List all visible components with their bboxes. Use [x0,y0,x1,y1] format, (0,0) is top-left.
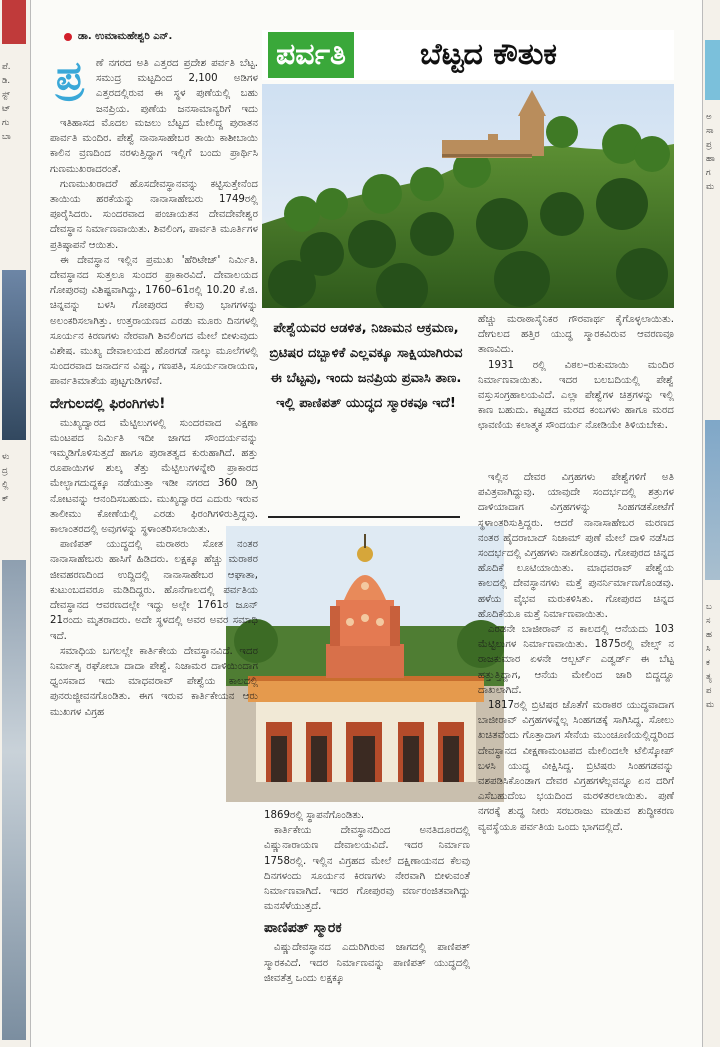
byline: ಡಾ. ಉಮಾಮಹೇಶ್ವರಿ ಎನ್. [78,31,173,42]
right-strip-fragment: ಬ [706,602,712,612]
byline-bullet [64,33,72,41]
pull-quote: ಪೇಶ್ವೆಯವರ ಆಡಳಿತ, ನಿಜಾಮನ ಆಕ್ರಮಣ, ಬ್ರಿಟಿಷರ ದಬ್ಬಾಳಿಕೆ ಎಲ್ಲವಕ್ಕೂ ಸಾಕ್ಷಿಯಾಗಿರುವ ಈ ಬೆಟ್ಟವು, ಇಂದು ಜನಪ್ರಿಯ ಪ್ರವಾಸಿ ತಾಣ. ಇಲ್ಲಿ ಪಾಣಿಪತ್ ಯುದ್ಧದ ಸ್ಮಾರಕವೂ ಇದೆ! [269,321,463,411]
vishnu-temple-photo [226,526,504,802]
paragraph: ಈ ದೇವಸ್ಥಾನ ಇಲ್ಲಿನ ಪ್ರಮುಖ 'ಹೆರಿಟೇಜ್' ನಿರ್ಮಿತಿ. ದೇವಸ್ಥಾನದ ಸುತ್ತಲೂ ಸುಂದರ ಪ್ರಾಕಾರವಿದೆ. ದೇವಾಲಯದ ಗೋಪುರವು ವಿಶಿಷ್ಟವಾಗಿದ್ದು, 1760–61ರಲ್ಲಿ 10.20 ಕೆ.ಜಿ. ಚಿನ್ನವನ್ನು ಬಳಸಿ ಗೋಪುರದ ಕೆಲವು ಭಾಗಗಳನ್ನು ಅಲಂಕರಿಸಲಾಗಿತ್ತು. ಉತ್ತರಾಯಣದ ಎರಡು ಮೂರು ದಿನಗಳಲ್ಲಿ ಸೂರ್ಯನ ಕಿರಣಗಳು ನೇರವಾಗಿ ಶಿವಲಿಂಗದ ಮೇಲೆ ಬೀಳುವುದು ವಿಶೇಷ. ಮುಖ್ಯ ದೇವಾಲಯದ ಹೊರಗಡೆ ನಾಲ್ಕು ಮೂಲೆಗಳಲ್ಲಿ ಸುಂದರವಾದ ಜನಾರ್ದನ ವಿಷ್ಣು, ಗಣಪತಿ, ಸೂರ್ಯನಾರಾಯಣ, ಪಾರ್ವತಿಮಾತೆಯ ಪುಟ್ಟಗುಡಿಗಳಿವೆ. [50,254,258,388]
left-strip-fragment: ಸ್ಟ್ [2,90,10,100]
paragraph: ಣೆ ನಗರದ ಅತಿ ಎತ್ತರದ ಪ್ರದೇಶ ಪರ್ವತಿ ಬೆಟ್ಟ. ಸಮುದ್ರ ಮಟ್ಟದಿಂದ 2,100 ಅಡಿಗಳ ಎತ್ತರದಲ್ಲಿರುವ ಈ ಸ್ಥಳ ಪುಣೆಯಲ್ಲಿ ಬಹು ಜನಪ್ರಿಯ. ಪುಣೆಯ ಜನಸಾಮಾನ್ಯರಿಗೆ ಇದು [96,58,258,115]
paragraph: ಎರಡನೇ ಬಾಜೀರಾವ್ ನ ಕಾಲದಲ್ಲಿ ಆನೆಯದು 103 ಮೆಟ್ಟಿಲುಗಳ ನಿರ್ಮಾಣವಾಯಿತು. 1875ರಲ್ಲಿ ವೇಲ್ಸ್ ನ ರಾಜಕುಮಾರ ಏಳನೇ ಆಲ್ಬರ್ಟ್ ಎಡ್ವರ್ಡ್ ಈ ಬೆಟ್ಟ ಹತ್ತುತ್ತಿದ್ದಾಗ, ಆನೆಯ ಮೇಲಿಂದ ಜಾರಿ ಬಿದ್ದದ್ದೂ ದಾಖಲಾಗಿದೆ. [478,624,674,696]
right-strip-fragment: ಹ [706,630,712,640]
paragraph: ಇತಿಹಾಸದ ಮೊದಲ ಮಜಲು ಬೆಟ್ಟದ ಮೇಲಿದ್ದ ಪುರಾತನ ಪಾರ್ವತಿ ಮಂದಿರ. ಪೇಶ್ವೆ ನಾನಾಸಾಹೇಬರ ತಾಯಿ ಕಾಶೀಬಾಯಿ ಕಾಲಿನ ವ್ರಣದಿಂದ ನರಳುತ್ತಿದ್ದಾಗ ಇಲ್ಲಿಗೆ ಬಂದು ಪ್ರಾರ್ಥಿಸಿ ಗುಣಮುಖರಾದರಂತೆ. [50,118,258,175]
paragraph: 1817ರಲ್ಲಿ ಬ್ರಿಟಿಷರ ಜೊತೆಗೆ ಮರಾಠರ ಯುದ್ಧವಾದಾಗ ಬಾಜೀರಾವ್ ವಿಗ್ರಹಗಳನ್ನೆಲ್ಲ ಸಿಂಹಗಡಕ್ಕೆ ಸಾಗಿಸಿದ್ದ. ಸೋಲು ಖಚಿತವೆಂದು ಗೊತ್ತಾದಾಗ ಸೇನೆಯ ಮುಂಚೂಣಿಯಲ್ಲಿದ್ದರಿಂದ ದೇವಸ್ಥಾನದ ವೀಕ್ಷಣಾಮಂಟಪದ ಮೇಲಿಂದಲೇ ಟೆಲಿಸ್ಕೋಪ್ ಬಳಸಿ ಯುದ್ಧ ವೀಕ್ಷಿಸಿದ್ದ. ಬ್ರಿಟಿಷರು ಸಿಂಹಗಡವನ್ನು ವಶಪಡಿಸಿಕೊಂಡಾಗ ದೇವರ ವಿಗ್ರಹಗಳೆಲ್ಲವನ್ನೂ ಏನ ದರಿಗೆ ಎಸೆಬಹುದೆಂಬ ಭಯದಿಂದ ಮರಳಿತರಲಾಯಿತು. ಪುಣೆ ನಗರಕ್ಕೆ ಶುದ್ಧ ನೀರು ಸರಬರಾಜು ಮಾಡುವ ಶುದ್ಧೀಕರಣ ವ್ಯವಸ್ಥೆಯೂ ಪರ್ವತಿಯ ಒಂದು ಭಾಗದಲ್ಲಿದೆ. [478,700,674,833]
right-strip-fragment: ಕ [706,658,710,668]
right-strip-fragment: ಸಿ [706,644,711,654]
left-strip-text-2 [2,450,26,506]
paragraph: ಸಮಾಧಿಯ ಬಗಲಲ್ಲೇ ಕಾರ್ತಿಕೇಯ ದೇವಸ್ಥಾನವಿದೆ. ಇದರ ನಿರ್ಮಾತೃ ರಘೋಬಾ ದಾದಾ ಪೇಶ್ವೆ. ನಿಜಾಮರ ದಾಳಿಯಿಂದಾಗ ಧ್ವಂಸವಾದ ಇದು ಮಾಧವರಾವ್ ಪೇಶ್ವೆಯ ಕಾಲದಲ್ಲಿ ಪುನರುಜ್ಜೀವನಗೊಂಡಿತು. ಈಗ ಇರುವ ಕಾರ್ತಿಕೇಯನ ಆರು ಮುಖಗಳ ವಿಗ್ರಹ [50,645,258,718]
right-strip-fragment: ಪ [706,686,712,696]
right-strip-text [706,110,715,194]
left-strip-fragment: ಲ್ಲಿ [2,480,9,490]
paragraph: ಹೆಚ್ಚು ಮರಾಠಾಸೈನಿಕರ ಗೌರವಾರ್ಥ ಕೈಗೊಳ್ಳಲಾಯಿತು. ದೇಗುಲದ ಹತ್ತಿರ ಯುದ್ಧ ಸ್ಮಾರಕವಿರುವ ಆವರಣವೂ ತಾಣವಿದು. [478,314,674,356]
column-3 [478,470,674,1044]
left-strip-fragment: ಕ್ [2,494,9,504]
right-strip-fragment: ಮ [706,182,715,192]
right-strip-accent [705,40,720,100]
left-strip-red-block [2,0,26,44]
subheading-panipat-memorial: ಪಾಣಿಪತ್ ಸ್ಮಾರಕ [264,920,342,937]
title-highlight: ಪರ್ವತಿ [268,32,354,78]
right-strip-fragment: ಅ [706,112,712,122]
left-strip-photo [2,270,26,440]
right-strip-text-2 [706,600,714,712]
article-title: ಬೆಟ್ಟದ ಕೌತುಕ [420,37,557,72]
paragraph: ಪಾಣಿಪತ್ ಯುದ್ಧದಲ್ಲಿ ಮರಾಠರು ಸೋತ ನಂತರ ನಾನಾಸಾಹೇಬರು ಹಾಸಿಗೆ ಹಿಡಿದರು. ಲಕ್ಷಕ್ಕೂ ಹೆಚ್ಚು ಮರಾಠರ ಜೀವಹರಣದಿಂದ ಉದ್ದಿದಲ್ಲಿ ನಾನಾಸಾಹೇಬರ ಆಘಾತಾ, ಕುಟುಂಬದವರೂ ಮಡಿದಿದ್ದರು. ಹೊನೆಗಾಲದಲ್ಲಿ ಪರ್ವತಿಯ ದೇವಸ್ಥಾನದ ಆವರಣದಲ್ಲೇ ಇದ್ದು ಅಲ್ಲೇ 1761ರ ಜೂನ್ 21ರಂದು ಮೃತರಾದರು. ಅದೇ ಸ್ಥಳದಲ್ಲಿ ಅವರ ಅವರ ಸಮಾಧಿ ಇದೆ. [50,539,258,642]
paragraph: ಗುಣಮುಖರಾದರೆ ಹೊಸದೇವಸ್ಥಾನವನ್ನು ಕಟ್ಟಿಸುತ್ತೇನೆಂದ ತಾಯಿಯ ಹರಕೆಯನ್ನು ನಾನಾಸಾಹೇಬರು 1749ರಲ್ಲಿ ಪೂರೈಸಿದರು. ಸುಂದರವಾದ ಪಂಚಾಯತನ ದೇವದೇವೇಶ್ವರ ದೇವಸ್ಥಾನ ನಿರ್ಮಾಣವಾಯಿತು. ಶಿವಲಿಂಗ, ಪಾರ್ವತಿ ಮೂರ್ತಿಗಳ ಪ್ರತಿಷ್ಠಾಪನೆ ಆಯಿತು. [50,178,258,251]
right-strip-fragment: ಸ [706,616,711,626]
right-neighbour-strip [702,0,720,1047]
left-strip-text [2,60,26,144]
right-strip-fragment: ಹಾ [706,154,715,164]
hill-temple-photo [262,84,674,308]
paragraph: ಕಾರ್ತಿಕೇಯ ದೇವಸ್ಥಾನದಿಂದ ಅನತಿದೂರದಲ್ಲಿ ವಿಷ್ಣುನಾರಾಯಣ ದೇವಾಲಯವಿದೆ. ಇದರ ನಿರ್ಮಾಣ 1758ರಲ್ಲಿ. ಇಲ್ಲಿನ ವಿಗ್ರಹದ ಮೇಲೆ ದಕ್ಷಿಣಾಯನದ ಕೆಲವು ದಿನಗಳಂದು ಸೂರ್ಯನ ಕಿರಣಗಳು ನೇರವಾಗಿ ಬೀಳುವಂತೆ ನಿರ್ಮಾಣವಾಗಿದೆ. ಇದರ ಗೋಪುರವು ವರ್ಣರಂಜಿತವಾಗಿದ್ದು ಮನಸೆಳೆಯುತ್ತದೆ. [264,825,470,913]
subheading-cannons: ದೇಗುಲದಲ್ಲಿ ಫಿರಂಗಿಗಳು! [50,395,166,412]
paragraph: 1869ರಲ್ಲಿ ಸ್ಥಾಪನೆಗೊಂಡಿತು. [264,810,365,821]
right-strip-fragment: ಗ [706,168,711,178]
paragraph: ಇಲ್ಲಿನ ದೇವರ ವಿಗ್ರಹಗಳು ಪೇಶ್ವೆಗಳಿಗೆ ಅತಿ ಪವಿತ್ರವಾಗಿದ್ದುವು. ಯಾವುದೇ ಸಂದರ್ಭದಲ್ಲಿ ಶತ್ರುಗಳ ದಾಳಿಯಾದಾಗ ವಿಗ್ರಹಗಳನ್ನು ಸಿಂಹಗಡಕೋಟೆಗೆ ಸ್ಥಳಾಂತರಿಸುತ್ತಿದ್ದರು. ಆದರೆ ನಾನಾಸಾಹೇಬರ ಮರಣದ ನಂತರ ಹೈದರಾಬಾದ್ ನಿಜಾಮ್ ಪುಣೆ ಮೇಲೆ ದಾಳಿ ನಡೆಸಿದ ಸಂದರ್ಭದಲ್ಲಿ ವಿಗ್ರಹಗಳು ನಾಶಗೊಂಡವು. ಗೋಪುರದ ಚಿನ್ನದ ಹೊದಿಕೆ ಲೂಟಿಯಾಯಿತು. ಮಾಧವರಾವ್ ಪೇಶ್ವೆಯ ಕಾಲದಲ್ಲಿ ದೇವಸ್ಥಾನಗಳು ಮತ್ತೆ ಪುನರ್ನಿರ್ಮಾಣಗೊಂಡವು. ಹಳೆಯ ವೈಭವ ಮರುಕಳಿಸಿತು. ಗೋಪುರದ ಚಿನ್ನದ ಹೊದಿಕೆಯೂ ಮತ್ತೆ ನಿರ್ಮಾಣವಾಯಿತು. [478,472,674,620]
left-strip-fragment: ದ್ರ [2,466,8,476]
right-strip-photo [705,420,720,580]
left-strip-fragment: ಳು [2,452,10,462]
left-strip-photo-2 [2,560,26,1040]
right-strip-fragment: ತ್ಯ [706,672,712,682]
left-strip-fragment: ಟ್ [2,104,11,114]
pull-quote-rule [268,516,460,518]
paragraph: 1931 ರಲ್ಲಿ ವಿಠಲ–ರುಕುಮಾಯಿ ಮಂದಿರ ನಿರ್ಮಾಣವಾಯಿತು. ಇದರ ಬಲಬದಿಯಲ್ಲಿ ಪೇಶ್ವೆ ವಸ್ತುಸಂಗ್ರಹಾಲಯವಿದೆ. ಎಲ್ಲಾ ಪೇಶ್ವೆಗಳ ಚಿತ್ರಗಳನ್ನು ಇಲ್ಲಿ ಕಾಣ ಬಹುದು. ಕಟ್ಟಡದ ಮರದ ಕಂಬಗಳು ಹಾಗೂ ಮರದ ಛಾವಣಿಯ ಕಲಾತ್ಮಕ ಸೌಂದರ್ಯ ನೋಡಿಯೇ ತಿಳಿಯಬೇಕು. [478,359,674,432]
left-strip-fragment: ಡಿ. [2,76,11,86]
left-neighbour-strip [0,0,31,1047]
left-strip-fragment: ಬಾ [2,132,11,142]
left-strip-fragment: ಪೆ. [2,62,11,72]
right-strip-fragment: ಸಾ [706,126,714,136]
drop-cap: ಪ್ರ [56,53,84,99]
paragraph: ವಿಷ್ಣುದೇವಸ್ಥಾನದ ಎದುರಿಗಿರುವ ಜಾಗದಲ್ಲಿ ಪಾಣಿಪತ್ ಸ್ಮಾರಕವಿದೆ. ಇದರ ನಿರ್ಮಾಣವನ್ನು ಪಾಣಿಪತ್ ಯುದ್ಧದಲ್ಲಿ ಜೀವತೆತ್ತ ಒಂದು ಲಕ್ಷಕ್ಕೂ [264,942,470,984]
column-1-intro [96,56,258,116]
left-strip-fragment: ಗು [2,118,10,128]
column-2 [264,808,470,1044]
paragraph: ಮುಖ್ಯದ್ವಾರದ ಮೆಟ್ಟಿಲುಗಳಲ್ಲಿ ಸುಂದರವಾದ ವಿಕ್ಷಣಾ ಮಂಟಪದ ನಿರ್ಮಿತಿ ಇದೀ ಜಾಗದ ಸೌಂದರ್ಯವನ್ನು ಇಮ್ಮಡಿಗೊಳಿಸುತ್ತದೆ ಹಾಗೂ ಪುರಾತತ್ವದ ಕುರುಹಾಗಿದೆ. ಹತ್ತು ರೂಪಾಯಿಗಳ ಶುಲ್ಕ ತೆತ್ತು ಮೆಟ್ಟಿಲುಗಳನ್ನೇರಿ ಪ್ರಾಕಾರದ ಮೇಲ್ಭಾಗದುದ್ದಕ್ಕೂ ನಡೆಯುತ್ತಾ ಇಡೀ ನಗರದ 360 ಡಿಗ್ರಿ ನೋಟವನ್ನು ಆನಂದಿಸಬಹುದು. ಮುಖ್ಯದ್ವಾರದ ಎದುರು ಇರುವ ತಾಲೀಮು ಕೋಣೆಯಲ್ಲಿ ಎರಡು ಫಿರಂಗಿಗಳಿರುತ್ತಿದ್ದವು. ಕಾಲಾಂತರದಲ್ಲಿ ಅವುಗಳನ್ನು ಸ್ಥಳಾಂತರಿಸಲಾಯಿತು. [50,417,258,536]
right-strip-fragment: ಮ [706,700,715,710]
right-strip-fragment: ಪ್ರ [706,140,712,150]
column-1 [50,116,258,1041]
